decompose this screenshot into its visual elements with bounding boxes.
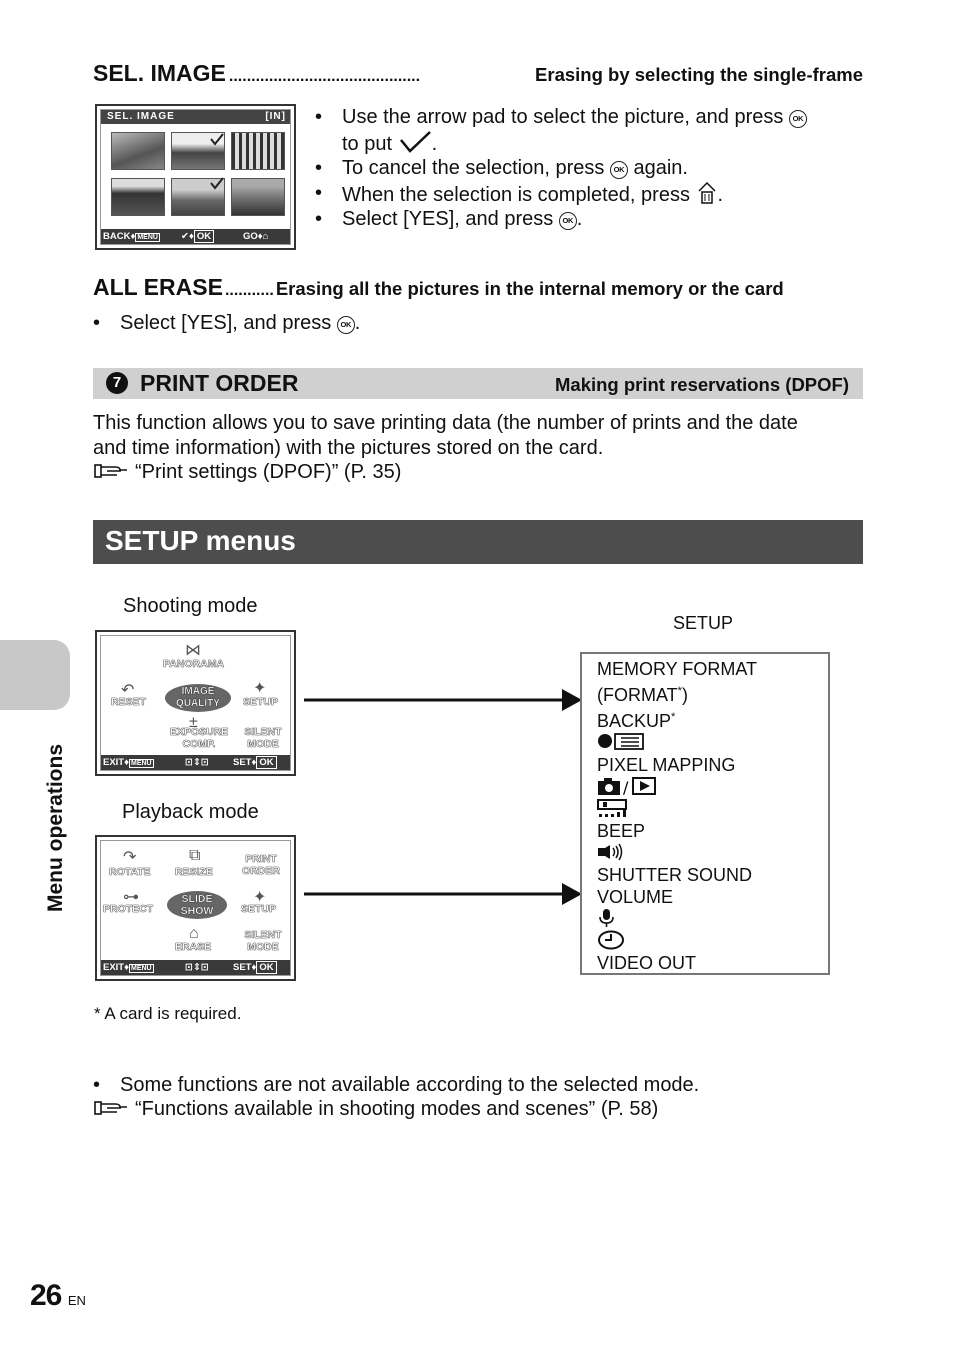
sel-image-screen: SEL. IMAGE [IN] BACK♦ MENU ✔♦ OK GO♦⌂ [95, 104, 296, 250]
set-label: SET [233, 962, 252, 973]
arrow-pad-icon: ⊡⇕⊡ [185, 962, 209, 973]
side-tab-label: Menu operations [44, 743, 67, 912]
playback-mode-screen: ↷ ROTATE ⧉ RESIZE PRINT ORDER ⊶ PROTECT SLIDE SHOW ✦ SETUP ⌂ ERASE SILENT MODE EXIT♦ MENU ⊡⇕⊡ SET♦ OK [95, 835, 296, 981]
setup-label: SETUP [673, 613, 734, 633]
bullet-text: . [717, 183, 724, 206]
camera-playback-icon [597, 776, 659, 796]
thumbnail [231, 178, 285, 216]
menu-button-label: MENU [130, 760, 152, 767]
arrow-playback-to-setup [300, 879, 585, 909]
menu-item-image-quality: IMAGE QUALITY [165, 684, 231, 712]
leader-dots: ........................................... [228, 68, 421, 85]
all-erase-title: ALL ERASE [93, 274, 223, 300]
menu-item-panorama: PANORAMA [163, 658, 225, 670]
arrow-pad-icon: ⊡⇕⊡ [185, 757, 209, 768]
shooting-mode-screen: ⋈ PANORAMA ↶ RESET IMAGE QUALITY ✦ SETUP ± EXPOSURE COMP. SILENT MODE EXIT♦ MENU ⊡⇕⊡ SET♦ OK [95, 630, 296, 776]
list-item [315, 207, 875, 232]
erase-icon: ⌂ [189, 925, 199, 942]
clock-icon [597, 930, 627, 950]
go-label: GO [243, 231, 258, 242]
setup-item-power-on-setup [597, 776, 828, 798]
reference-text: “Print settings (DPOF)” (P. 35) [135, 461, 402, 483]
bullet-text: again. [627, 157, 688, 179]
speaker-icon [597, 842, 627, 862]
set-label: SET [233, 757, 252, 768]
trash-icon: ⌂ [262, 231, 269, 242]
page-reference [93, 1097, 658, 1122]
setup-item-clock [597, 930, 828, 952]
menu-item-silent-mode: SILENT MODE [244, 726, 282, 750]
language-icon [597, 732, 647, 752]
sel-image-bullets [315, 105, 875, 232]
monitor-brightness-icon [597, 798, 629, 818]
sel-image-subtitle: Erasing by selecting the single-frame [535, 64, 863, 85]
page-reference [93, 460, 883, 485]
setup-item-backup [597, 706, 828, 732]
bullet-text: To cancel the selection, press [342, 157, 610, 179]
exposure-icon: ± [189, 714, 198, 731]
bullet-text: . [431, 132, 438, 155]
checkmark-icon [398, 130, 432, 154]
all-erase-heading [93, 274, 863, 301]
setup-item-shutter-sound: SHUTTER SOUND [597, 865, 753, 885]
all-erase-bullets [93, 311, 693, 336]
setup-item-monitor-brightness [597, 798, 828, 820]
footnote-mark: * [671, 711, 676, 723]
leader-dots: ........... [224, 282, 274, 299]
setup-item-sound-icon [597, 842, 828, 864]
page-number-value: 26 [30, 1279, 62, 1312]
resize-icon: ⧉ [189, 847, 201, 864]
menu-button-label: MENU [130, 965, 152, 972]
check-icon [209, 176, 225, 190]
thumbnail [111, 132, 165, 170]
body-line: This function allows you to save printing data (the number of prints and the date [93, 412, 798, 434]
list-item [315, 156, 875, 181]
ok-button-icon: OK [337, 316, 355, 334]
bullet-text: . [576, 208, 583, 230]
footnote: * A card is required. [94, 1004, 242, 1023]
setup-item-memory-format: MEMORY FORMAT [597, 659, 758, 679]
setup-item-record-view [597, 908, 828, 930]
menu-item-slide-show: SLIDE SHOW [167, 891, 227, 919]
thumbnail [231, 132, 285, 170]
microphone-icon [597, 908, 617, 928]
reset-icon: ↶ [121, 682, 135, 699]
all-erase-subtitle: Erasing all the pictures in the internal memory or the card [275, 278, 784, 299]
list-item: • Some functions are not available according to the selected mode. [93, 1073, 853, 1098]
ok-button-label: OK [256, 756, 276, 769]
menu-item-reset: RESET [111, 696, 147, 708]
setup-item-volume: VOLUME [597, 887, 674, 907]
back-label: BACK [103, 231, 131, 242]
screen-header: SEL. IMAGE [107, 111, 175, 122]
sel-image-heading [93, 60, 863, 87]
sel-image-title: SEL. IMAGE [93, 60, 226, 86]
menu-item-resize: RESIZE [175, 866, 213, 878]
exit-label: EXIT [103, 962, 125, 973]
setup-menu-list [580, 652, 830, 975]
exit-label: EXIT [103, 757, 125, 768]
ok-button-icon: OK [559, 212, 577, 230]
footnote-mark: * [677, 685, 682, 697]
shooting-mode-label: Shooting mode [123, 595, 258, 617]
setup-item-beep: BEEP [597, 821, 646, 841]
bullet-text: When the selection is completed, press [342, 183, 696, 206]
menu-button-label: MENU [137, 234, 158, 241]
setup-item-format [597, 680, 828, 706]
ok-button-icon: OK [610, 161, 628, 179]
bullet-text: Select [YES], and press [120, 312, 337, 334]
setup-item-video-out: VIDEO OUT [597, 953, 697, 973]
ok-button-icon: OK [789, 110, 807, 128]
bullet-text: Use the arrow pad to select the picture, and press [342, 106, 789, 128]
setup-item-pixel-mapping: PIXEL MAPPING [597, 755, 736, 775]
ok-button-label: OK [256, 961, 276, 974]
trash-icon [696, 181, 718, 205]
protect-key-icon: ⊶ [123, 889, 139, 906]
list-item [315, 181, 875, 208]
menu-item-rotate: ROTATE [109, 866, 151, 878]
print-order-subtitle: Making print reservations (DPOF) [555, 374, 849, 395]
reference-text: “Functions available in shooting modes and scenes” (P. 58) [135, 1098, 659, 1120]
ok-button-label: OK [194, 230, 214, 243]
body-line: and time information) with the pictures stored on the card. [93, 436, 604, 459]
reference-hand-icon [93, 1098, 129, 1118]
setup-notes [93, 1073, 853, 1098]
bullet-text: . [354, 312, 361, 334]
setup-wrench-icon: ✦ [253, 889, 267, 906]
svg-text:/: / [623, 778, 629, 796]
menu-item-silent-mode: SILENT MODE [244, 929, 282, 953]
memory-indicator: [IN] [265, 111, 286, 122]
menu-item-erase: ERASE [175, 941, 212, 953]
panorama-icon: ⋈ [185, 642, 201, 659]
thumbnail [111, 178, 165, 216]
backup-text: BACKUP [597, 711, 672, 731]
setup-menus-banner [93, 520, 863, 564]
setup-item-language [597, 732, 828, 754]
print-order-title: PRINT ORDER [140, 370, 299, 396]
setup-menus-title: SETUP menus [105, 525, 296, 556]
menu-item-setup: SETUP [241, 903, 277, 915]
format-close: ) [681, 685, 688, 705]
format-text: (FORMAT [597, 685, 678, 705]
page-lang: EN [67, 1293, 86, 1308]
print-order-banner [93, 368, 863, 399]
rotate-icon: ↷ [123, 849, 137, 866]
print-order-description [93, 411, 883, 485]
side-tab [0, 640, 70, 710]
bullet-text: to put [342, 132, 398, 155]
page-number [30, 1279, 86, 1313]
reference-hand-icon [93, 461, 129, 481]
list-item [315, 105, 875, 156]
check-icon [209, 132, 225, 146]
arrow-shooting-to-setup [300, 685, 585, 715]
playback-mode-label: Playback mode [122, 801, 259, 823]
bullet-text: Select [YES], and press [342, 208, 559, 230]
list-item [93, 311, 693, 336]
menu-item-print-order: PRINT ORDER [242, 853, 280, 877]
menu-item-exposure-comp: EXPOSURE COMP. [169, 726, 229, 750]
menu-item-protect: PROTECT [103, 903, 154, 915]
setup-wrench-icon: ✦ [253, 680, 267, 697]
section-number-badge: 7 [106, 372, 128, 394]
menu-item-setup: SETUP [243, 696, 279, 708]
